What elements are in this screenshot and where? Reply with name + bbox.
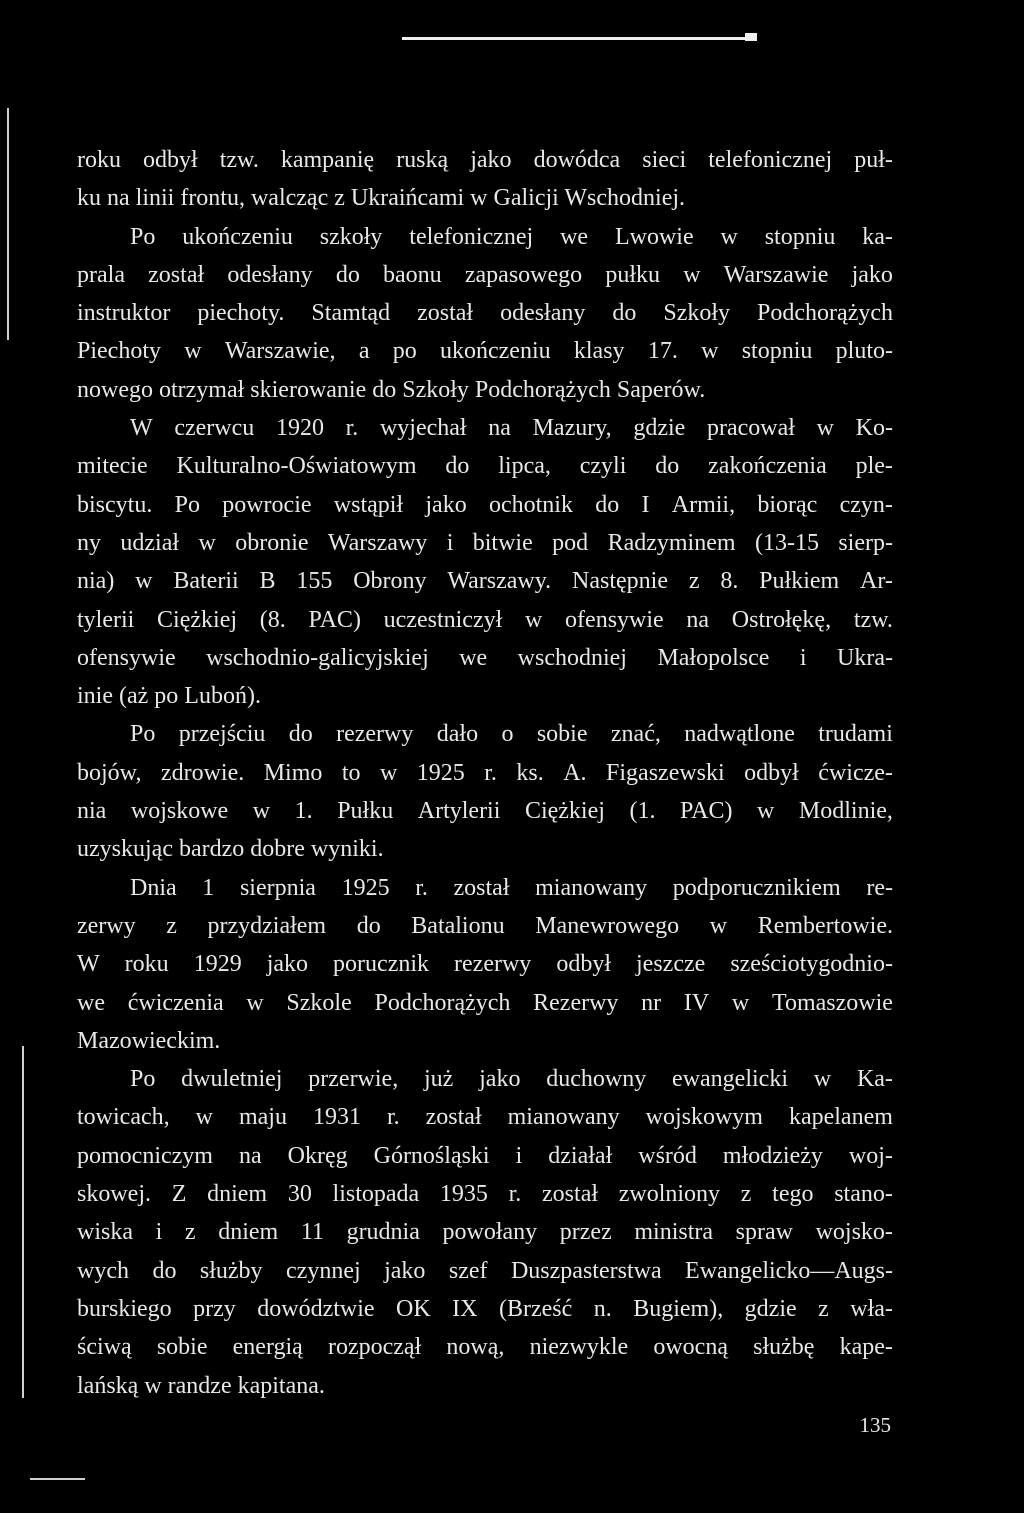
text-line: Po przejściu do rezerwy dało o sobie znać, nadwątlone trudami: [130, 721, 893, 748]
margin-line: [22, 1046, 24, 1398]
text-line: bojów, zdrowie. Mimo to w 1925 r. ks. A. Figaszewski odbył ćwicze-: [77, 759, 893, 786]
text-line: ofensywie wschodnio-galicyjskiej we wschodniej Małopolsce i Ukra-: [77, 644, 893, 671]
text-line: inie (aż po Luboń).: [77, 683, 261, 710]
text-line: wiska i z dniem 11 grudnia powołany przez ministra spraw wojsko-: [77, 1219, 893, 1246]
paragraph: [77, 409, 893, 715]
text-line: ściwą sobie energią rozpoczął nową, niezwykle owocną służbę kape-: [77, 1334, 893, 1361]
text-line: nia wojskowe w 1. Pułku Artylerii Ciężkiej (1. PAC) w Modlinie,: [77, 798, 893, 825]
text-line: wych do służby czynnej jako szef Duszpasterstwa Ewangelicko—Augs-: [77, 1257, 893, 1284]
page-body: [77, 141, 893, 1405]
text-line: Dnia 1 sierpnia 1925 r. został mianowany podporucznikiem re-: [130, 874, 893, 901]
text-line: W roku 1929 jako porucznik rezerwy odbył jeszcze sześciotygodnio-: [77, 951, 893, 978]
text-line: W czerwcu 1920 r. wyjechał na Mazury, gdzie pracował w Ko-: [130, 415, 893, 442]
text-line: instruktor piechoty. Stamtąd został odesłany do Szkoły Podchorążych: [77, 300, 893, 327]
text-line: mitecie Kulturalno-Oświatowym do lipca, czyli do zakończenia ple-: [77, 453, 893, 480]
top-rule: [402, 37, 756, 40]
page-number: 135: [859, 1413, 891, 1437]
text-line: zerwy z przydziałem do Batalionu Manewrowego w Rembertowie.: [77, 912, 893, 939]
text-line: Po dwuletniej przerwie, już jako duchowny ewangelicki w Ka-: [130, 1066, 893, 1093]
text-line: Po ukończeniu szkoły telefonicznej we Lwowie w stopniu ka-: [130, 223, 893, 250]
text-line: lańską w randze kapitana.: [77, 1372, 325, 1399]
paragraph: [77, 218, 893, 409]
text-line: nowego otrzymał skierowanie do Szkoły Podchorążych Saperów.: [77, 376, 706, 403]
paragraph: [77, 869, 893, 1060]
text-line: pomocniczym na Okręg Górnośląski i działał wśród młodzieży woj-: [77, 1142, 893, 1169]
text-line: skowej. Z dniem 30 listopada 1935 r. został zwolniony z tego stano-: [77, 1181, 893, 1208]
text-line: we ćwiczenia w Szkole Podchorążych Rezerwy nr IV w Tomaszowie: [77, 989, 893, 1016]
text-line: ku na linii frontu, walcząc z Ukraińcami w Galicji Wschodniej.: [77, 185, 686, 212]
bottom-rule: [30, 1478, 85, 1480]
paragraph: [77, 141, 893, 218]
text-line: nia) w Baterii B 155 Obrony Warszawy. Następnie z 8. Pułkiem Ar-: [77, 568, 893, 595]
text-line: tylerii Ciężkiej (8. PAC) uczestniczył w ofensywie na Ostrołękę, tzw.: [77, 606, 893, 633]
text-line: Mazowieckim.: [77, 1027, 221, 1054]
text-line: ny udział w obronie Warszawy i bitwie pod Radzyminem (13-15 sierp-: [77, 529, 893, 556]
paragraph: [77, 1060, 893, 1405]
text-line: roku odbył tzw. kampanię ruską jako dowódca sieci telefonicznej puł-: [77, 147, 893, 173]
paragraph: [77, 715, 893, 868]
text-line: uzyskując bardzo dobre wyniki.: [77, 836, 384, 863]
top-rule-tick: [745, 33, 757, 41]
text-line: towicach, w maju 1931 r. został mianowany wojskowym kapelanem: [77, 1104, 893, 1131]
text-line: biscytu. Po powrocie wstąpił jako ochotnik do I Armii, biorąc czyn-: [77, 491, 893, 518]
text-line: prala został odesłany do baonu zapasowego pułku w Warszawie jako: [77, 261, 893, 288]
margin-line: [7, 108, 9, 340]
text-line: Piechoty w Warszawie, a po ukończeniu klasy 17. w stopniu pluto-: [77, 338, 893, 365]
text-line: burskiego przy dowództwie OK IX (Brześć n. Bugiem), gdzie z wła-: [77, 1295, 893, 1322]
